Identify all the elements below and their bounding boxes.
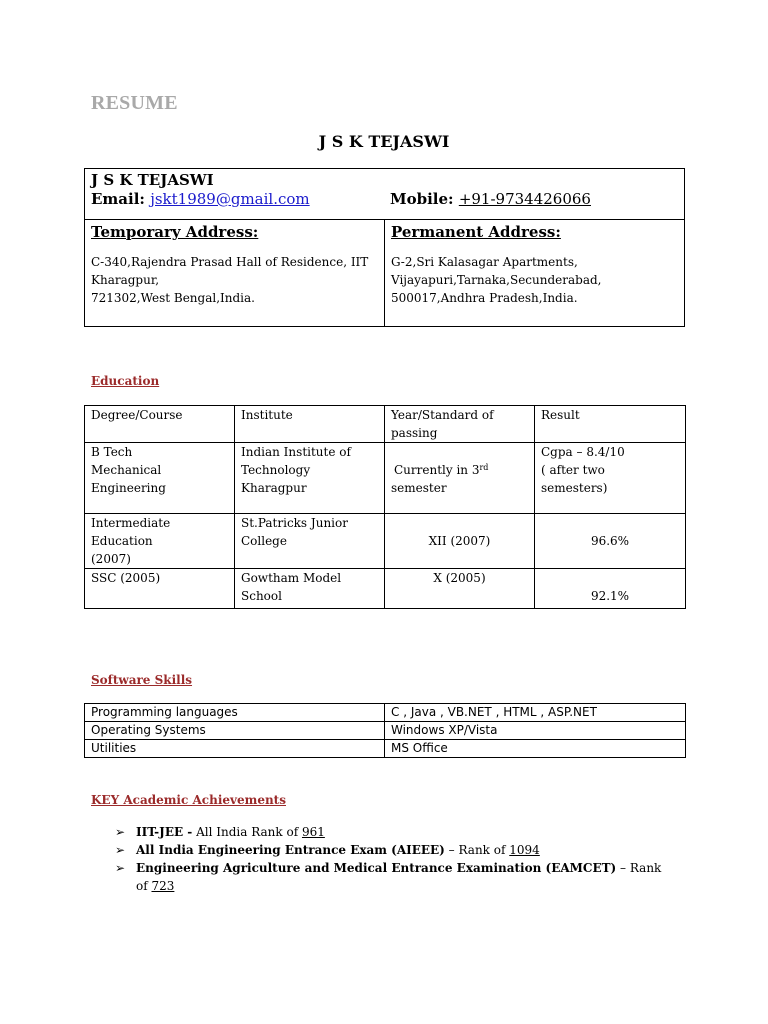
cell-line: College xyxy=(241,534,287,548)
cell-line: (2007) xyxy=(91,552,131,566)
cell-line: Engineering xyxy=(91,481,166,495)
mobile-block xyxy=(390,189,591,209)
cell-line xyxy=(391,461,528,479)
cell-line: semesters) xyxy=(541,481,608,495)
year-cell xyxy=(385,569,535,609)
contact-line xyxy=(91,189,678,209)
arrow-bullet-icon: ➢ xyxy=(115,861,126,875)
skill-label: Programming languages xyxy=(85,704,385,722)
mobile-number[interactable]: +91-9734426066 xyxy=(458,190,591,208)
achievement-rank: 723 xyxy=(151,879,175,893)
email-link[interactable]: jskt1989@gmail.com xyxy=(150,190,310,208)
skill-value: MS Office xyxy=(385,740,686,758)
software-skills-heading: Software Skills xyxy=(91,673,193,687)
skill-label: Utilities xyxy=(85,740,385,758)
table-row xyxy=(85,443,686,514)
achievement-text: – Rank of xyxy=(444,843,510,857)
column-header: Institute xyxy=(235,406,385,443)
document-label: RESUME xyxy=(91,92,178,114)
column-header: Degree/Course xyxy=(85,406,235,443)
table-row xyxy=(85,722,686,740)
institute-cell xyxy=(235,443,385,514)
year-text: Currently in 3 xyxy=(394,463,480,477)
skill-value: Windows XP/Vista xyxy=(385,722,686,740)
cell-line: Kharagpur xyxy=(241,481,307,495)
cell-line: ( after two xyxy=(541,463,605,477)
year-cell xyxy=(385,514,535,569)
achievement-rank: 1094 xyxy=(509,843,540,857)
cell-line: SSC (2005) xyxy=(91,571,161,585)
achievement-title: All India Engineering Entrance Exam (AIEEE) xyxy=(136,843,445,857)
result-cell xyxy=(535,569,686,609)
contact-name: J S K TEJASWI xyxy=(91,171,214,189)
temporary-address-heading: Temporary Address: xyxy=(91,223,259,241)
cell-line: Education xyxy=(91,534,153,548)
cell-line: B Tech xyxy=(91,445,133,459)
temporary-address-text xyxy=(91,253,378,326)
cell-line: semester xyxy=(391,481,447,495)
achievements-list xyxy=(115,823,675,895)
arrow-bullet-icon: ➢ xyxy=(115,825,126,839)
contact-table xyxy=(84,168,685,327)
address-row xyxy=(85,220,685,327)
contact-row xyxy=(85,169,685,220)
achievement-title: Engineering Agriculture and Medical Entrance Examination (EAMCET) xyxy=(136,861,617,875)
table-row xyxy=(85,569,686,609)
address-line: G-2,Sri Kalasagar Apartments, xyxy=(391,255,578,269)
permanent-address-cell xyxy=(385,220,685,327)
address-line: Kharagpur, xyxy=(91,273,160,287)
list-item xyxy=(115,823,675,841)
cell-line: Cgpa – 8.4/10 xyxy=(541,445,625,459)
achievements-heading: KEY Academic Achievements xyxy=(91,793,286,807)
result-cell xyxy=(535,443,686,514)
achievement-rank: 961 xyxy=(301,825,325,839)
email-label: Email: xyxy=(91,190,145,208)
name-title: J S K TEJASWI xyxy=(318,132,450,151)
cell-line: 96.6% xyxy=(590,534,630,548)
degree-cell xyxy=(85,569,235,609)
cell-line: Indian Institute of xyxy=(241,445,351,459)
degree-cell xyxy=(85,514,235,569)
skill-value: C , Java , VB.NET , HTML , ASP.NET xyxy=(385,704,686,722)
address-line: Vijayapuri,Tarnaka,Secunderabad, xyxy=(391,273,602,287)
cell-line: Mechanical xyxy=(91,463,162,477)
cell-line: Technology xyxy=(241,463,311,477)
cell-line: Intermediate xyxy=(91,516,171,530)
temporary-address-cell xyxy=(85,220,385,327)
skill-label: Operating Systems xyxy=(85,722,385,740)
table-row xyxy=(85,704,686,722)
achievement-text: All India Rank of xyxy=(192,825,302,839)
cell-line: School xyxy=(241,589,282,603)
degree-cell xyxy=(85,443,235,514)
cell-line: XII (2007) xyxy=(428,534,491,548)
cell-line: X (2005) xyxy=(433,571,486,585)
table-row xyxy=(85,514,686,569)
institute-cell xyxy=(235,514,385,569)
address-line: C-340,Rajendra Prasad Hall of Residence, IIT xyxy=(91,255,369,269)
table-header-row xyxy=(85,406,686,443)
achievement-title: IIT-JEE - xyxy=(136,825,193,839)
list-item xyxy=(115,859,675,895)
cell-line: 92.1% xyxy=(590,589,630,603)
institute-cell xyxy=(235,569,385,609)
email-block xyxy=(91,189,390,209)
address-line: 500017,Andhra Pradesh,India. xyxy=(391,291,578,305)
mobile-label: Mobile: xyxy=(390,190,454,208)
education-heading: Education xyxy=(91,374,160,388)
ordinal-suffix: rd xyxy=(479,463,489,472)
permanent-address-text xyxy=(391,253,678,326)
list-item xyxy=(115,841,675,859)
achievement-text: – Rank of xyxy=(136,861,662,893)
contact-cell xyxy=(85,169,685,220)
year-cell xyxy=(385,443,535,514)
result-cell xyxy=(535,514,686,569)
arrow-bullet-icon: ➢ xyxy=(115,843,126,857)
education-table xyxy=(84,405,686,609)
table-row xyxy=(85,740,686,758)
column-header: Year/Standard of passing xyxy=(385,406,535,443)
permanent-address-heading: Permanent Address: xyxy=(391,223,561,241)
cell-line: Gowtham Model xyxy=(241,571,342,585)
cell-line: St.Patricks Junior xyxy=(241,516,348,530)
address-line: 721302,West Bengal,India. xyxy=(91,291,255,305)
software-skills-table xyxy=(84,703,686,758)
column-header: Result xyxy=(535,406,686,443)
